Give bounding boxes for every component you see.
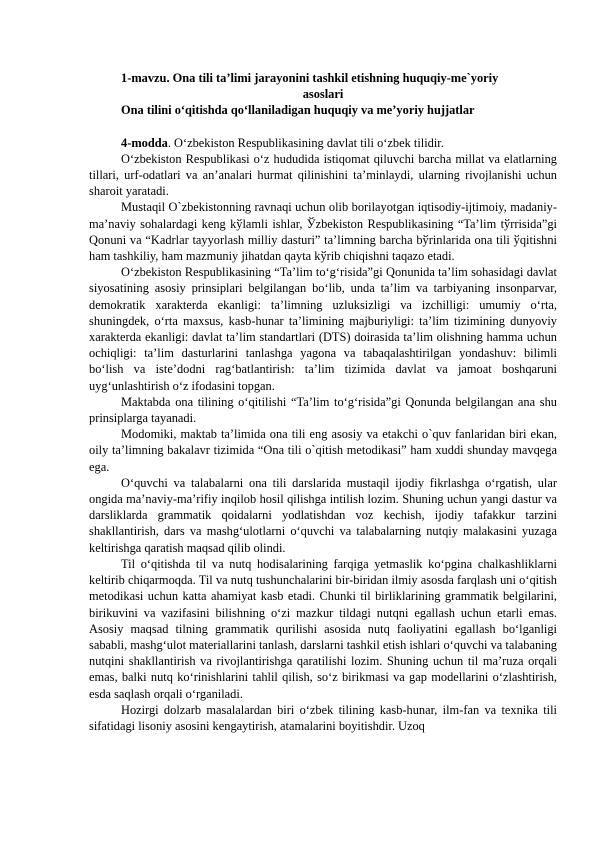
modda-label: 4-modda <box>121 135 168 150</box>
topic-heading <box>89 70 557 86</box>
body-paragraph: O‘zbekiston Respublikasi o‘z hududida istiqomat qiluvchi barcha millat va elatlarning tillari, urf-odatlari va an’analari hurmat qilinishini ta’minlaydi, ularning rivojlanishi uchun sharoit yaratadi. <box>89 151 557 199</box>
body-paragraph: Maktabda ona tilining o‘qitilishi “Ta’lim to‘g‘risida”gi Qonunda belgilangan ana shu prinsiplarga tayanadi. <box>89 394 557 426</box>
topic-label: 1-mavzu <box>121 71 167 85</box>
document-page <box>89 70 557 734</box>
body-paragraph: Mustaqil O`zbekistonning ravnaqi uchun olib borilayotgan iqtisodiy-ijtimoiy, madaniy-ma’naviy sohalardagi keng kўlamli ishlar, Ўzbekiston Respublikasining “Ta’lim tўrrisida”gi Qonuni va “Kadrlar tayyorlash milliy dasturi” ta’limning barcha bўrinlarida ona tili ўqitishni ham tashkiliy, ham mazmuniy jihatdan qayta kўrib chiqishni taqazo etadi. <box>89 200 557 264</box>
body-paragraph: Hozirgi dolzarb masalalardan biri o‘zbek tilining kasb-hunar, ilm-fan va texnika tili sifatidagi lisoniy asosini kengaytirish, atamalarini boyitishdir. Uzoq <box>89 702 557 733</box>
modda-text: . O‘zbekiston Respublikasining davlat tili o‘zbek tilidir. <box>167 135 444 150</box>
topic-title: . Ona tili ta’limi jarayonini tashkil etishning huquqiy-me`yoriy <box>166 71 499 85</box>
body-paragraph: Til o‘qitishda til va nutq hodisalarining farqiga yetmaslik ko‘pgina chalkashliklarni keltirib chiqarmoqda. Til va nutq tushunchalarini bir-biridan ilmiy asosda farqlash uni o‘qitish metodikasi uchun katta ahamiyat kasb etadi. Chunki til birliklarining grammatik belgilarini, birikuvini va vazifasini bilishning o‘zi mazkur tildagi nutqni egallash uchun etarli emas. Asosiy maqsad tilning grammatik qurilishi asosida nutq faoliyatini egallash bo‘lganligi sababli, mashg‘ulot materiallarini tanlash, darslarni tashkil etish ishlari o‘quvchi va talabaning nutqini shakllantirish va rivojlantirishga qaratilishi lozim. Shuning uchun til ma’ruza orqali emas, balki nutq ko‘rinishlarini tahlil qilish, so‘z birikmasi va gap modellarini o‘zlashtirish, esda saqlash orqali o‘rganiladi. <box>89 556 557 701</box>
subtitle: Ona tilini o‘qitishda qo‘llaniladigan huquqiy va me’yoriy hujjatlar <box>121 103 475 118</box>
topic-heading-continuation: asoslari <box>302 87 344 102</box>
modda-paragraph <box>89 135 557 151</box>
body-paragraph: Modomiki, maktab ta’limida ona tili eng asosiy va etakchi o`quv fanlaridan biri ekan, oily ta’limning bakalavr tizimida “Ona tili o`qitish metodikasi” ham xuddi shunday mavqega ega. <box>89 427 557 474</box>
body-paragraph: O‘quvchi va talabalarni ona tili darslarida mustaqil ijodiy fikrlashga o‘rgatish, ular ongida ma’naviy-ma’rifiy inqilob hosil qilishga intilish lozim. Shuning uchun yangi dastur va darsliklarda grammatik qoidalarni yodlatishdan voz kechish, ijodiy tafakkur tarzini shakllantirish, dars va mashg‘ulotlarni o‘quvchi va talabalarning nutqiy malakasini yuzaga keltirishga qaratish maqsad qilib olindi. <box>89 475 557 555</box>
spacer <box>89 119 557 135</box>
body-paragraph: O‘zbekiston Respublikasining “Ta’lim to‘g‘risida”gi Qonunida ta’lim sohasidagi davlat siyosatining asosiy prinsiplari belgilangan bo‘lib, unda ta’lim va tarbiyaning insonparvar, demokratik xarakterda ekanligi: ta’limning uzluksizligi va izchilligi: umumiy o‘rta, shuningdek, o‘rta maxsus, kasb-hunar ta’limining majburiyligi: ta’lim tizimining dunyoviy xarakterda ekanligi: davlat ta’lim standartlari (DTS) doirasida ta’lim olishning hamma uchun ochiqligi: ta’lim dasturlarini tanlashga yagona va tabaqalashtirilgan yondashuv: bilimli bo‘lish va iste’dodni rag‘batlantirish: ta’lim tizimida davlat va jamoat boshqaruni uyg‘unlashtirish o‘z ifodasini topgan. <box>89 265 557 393</box>
